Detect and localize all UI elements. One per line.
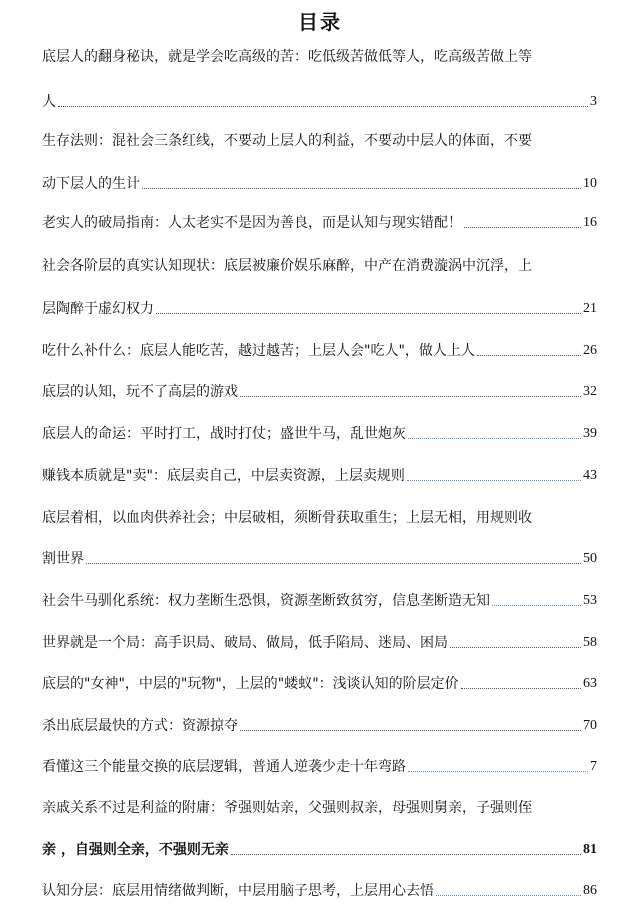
toc-entry-14[interactable]: 看懂这三个能量交换的底层逻辑，普通人逆袭少走十年弯路 7 [42, 756, 597, 778]
toc-entry-2-line-2[interactable]: 动下层人的生计 10 [42, 173, 597, 195]
leader-dots [477, 355, 581, 356]
toc-entry-5[interactable]: 吃什么补什么：底层人能吃苦，越过越苦；上层人会"吃人"，做人上人 26 [42, 340, 597, 362]
leader-dots [461, 688, 581, 689]
leader-dots [464, 227, 581, 228]
page-number: 16 [583, 215, 597, 230]
leader-dots [436, 895, 581, 896]
page-number: 81 [583, 842, 597, 857]
page-number: 3 [590, 94, 597, 109]
page-number: 26 [583, 343, 597, 358]
page-number: 70 [583, 718, 597, 733]
page-number: 58 [583, 635, 597, 650]
page-number: 10 [583, 176, 597, 191]
toc-entry-1-line-2[interactable]: 人 3 [42, 91, 597, 113]
leader-dots [240, 730, 581, 731]
toc-entry-15-line-2[interactable]: 亲 ，自强则全亲，不强则无亲 81 [42, 839, 597, 861]
toc-entry-10[interactable]: 社会牛马驯化系统：权力垄断生恐惧，资源垄断致贫穷，信息垄断造无知 53 [42, 590, 597, 612]
page-number: 7 [590, 759, 597, 774]
leader-dots [492, 605, 581, 606]
leader-dots [450, 647, 581, 648]
page-number: 43 [583, 468, 597, 483]
toc-entry-12[interactable]: 底层的"女神"，中层的"玩物"，上层的"蝼蚁"：浅谈认知的阶层定价 63 [42, 673, 597, 695]
leader-dots [407, 480, 581, 481]
toc-entry-2-line-1[interactable]: 生存法则：混社会三条红线，不要动上层人的利益，不要动中层人的体面，不要 [42, 133, 532, 149]
toc-entry-1-line-1[interactable]: 底层人的翻身秘诀，就是学会吃高级的苦：吃低级苦做低等人，吃高级苦做上等 [42, 49, 532, 65]
leader-dots [58, 106, 588, 107]
leader-dots [240, 396, 581, 397]
page-number: 63 [583, 676, 597, 691]
leader-dots [142, 188, 581, 189]
page-number: 50 [583, 551, 597, 566]
toc-entry-7[interactable]: 底层人的命运：平时打工，战时打仗；盛世牛马，乱世炮灰 39 [42, 423, 597, 445]
toc-entry-11[interactable]: 世界就是一个局：高手识局、破局、做局，低手陷局、迷局、困局 58 [42, 632, 597, 654]
toc-entry-4-line-1[interactable]: 社会各阶层的真实认知现状：底层被廉价娱乐麻醉，中产在消费漩涡中沉浮，上 [42, 258, 532, 274]
leader-dots [231, 854, 581, 855]
toc-entry-4-line-2[interactable]: 层陶醉于虚幻权力 21 [42, 298, 597, 320]
leader-dots [408, 771, 588, 772]
toc-entry-15-line-1[interactable]: 亲戚关系不过是利益的附庸：爷强则姑亲，父强则叔亲，母强则舅亲，子强则侄 [42, 800, 532, 816]
leader-dots [86, 563, 581, 564]
toc-entry-8[interactable]: 赚钱本质就是"卖"：底层卖自己，中层卖资源，上层卖规则 43 [42, 465, 597, 487]
page-number: 32 [583, 384, 597, 399]
page-number: 39 [583, 426, 597, 441]
leader-dots [156, 313, 581, 314]
toc-entry-3[interactable]: 老实人的破局指南：人太老实不是因为善良，而是认知与现实错配！ 16 [42, 212, 597, 234]
page-number: 86 [583, 883, 597, 898]
toc-entry-16[interactable]: 认知分层：底层用情绪做判断，中层用脑子思考，上层用心去悟 86 [42, 880, 597, 902]
toc-entry-13[interactable]: 杀出底层最快的方式：资源掠夺 70 [42, 715, 597, 737]
toc-entry-9-line-2[interactable]: 割世界 50 [42, 548, 597, 570]
page-title: 目录 [298, 10, 342, 34]
page-number: 53 [583, 593, 597, 608]
toc-entry-9-line-1[interactable]: 底层着相，以血肉供养社会；中层破相，须断骨获取重生；上层无相，用规则收 [42, 510, 532, 526]
toc-entry-6[interactable]: 底层的认知，玩不了高层的游戏 32 [42, 381, 597, 403]
leader-dots [408, 438, 581, 439]
page-number: 21 [583, 301, 597, 316]
